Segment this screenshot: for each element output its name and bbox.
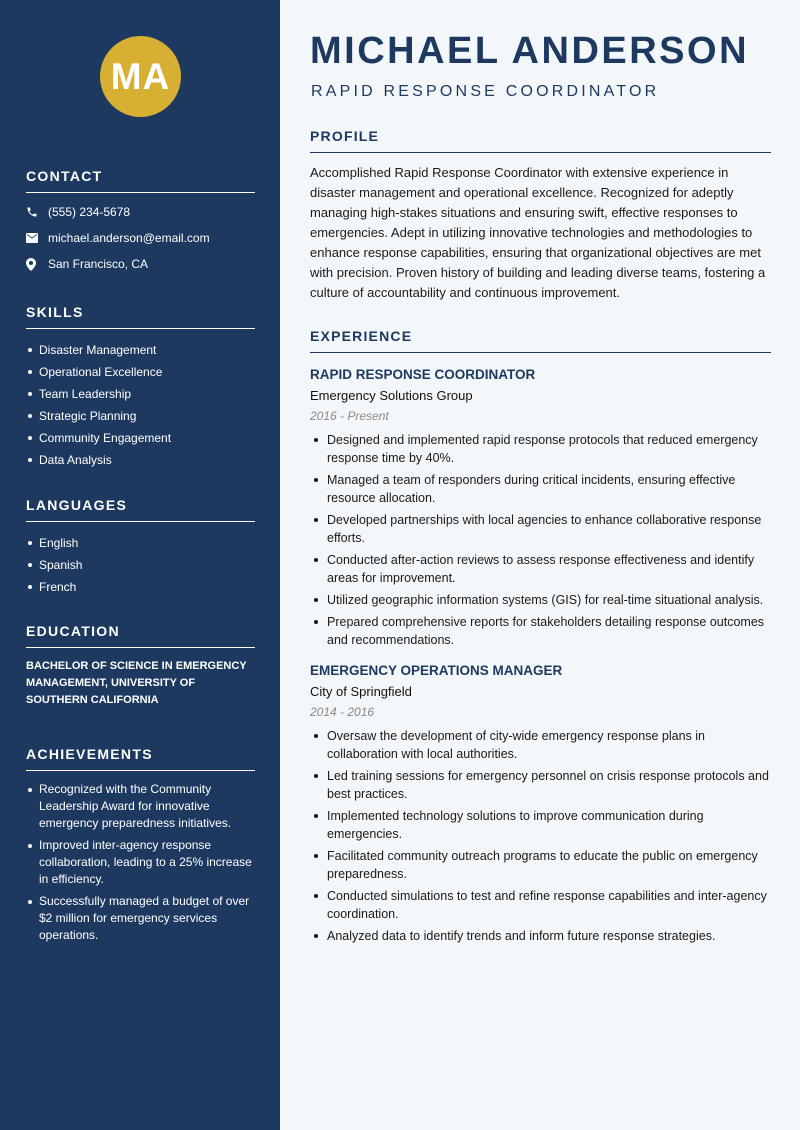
- list-item: Designed and implemented rapid response protocols that reduced emergency response time by 40%.: [310, 431, 771, 467]
- list-item: Utilized geographic information systems (GIS) for real-time situational analysis.: [310, 591, 771, 609]
- education-section: [26, 623, 255, 709]
- list-item: Community Engagement: [26, 427, 255, 449]
- job-entry: [310, 367, 771, 649]
- experience-title: EXPERIENCE: [310, 328, 771, 353]
- location-icon: [26, 258, 48, 271]
- job-bullets: [310, 431, 771, 649]
- list-item: English: [26, 532, 255, 554]
- candidate-role: RAPID RESPONSE COORDINATOR: [311, 83, 660, 100]
- job-company: City of Springfield: [310, 684, 412, 699]
- list-item: Analyzed data to identify trends and inform future response strategies.: [310, 927, 771, 945]
- job-dates: 2014 - 2016: [310, 705, 375, 719]
- job-dates: 2016 - Present: [310, 409, 389, 423]
- list-item: Strategic Planning: [26, 405, 255, 427]
- phone-text[interactable]: (555) 234-5678: [48, 205, 131, 219]
- profile-section: [310, 128, 771, 303]
- education-title: EDUCATION: [26, 623, 255, 648]
- job-bullets: [310, 727, 771, 945]
- list-item: Improved inter-agency response collaboration, leading to a 25% increase in efficiency.: [26, 837, 255, 888]
- languages-title: LANGUAGES: [26, 497, 255, 522]
- skills-title: SKILLS: [26, 304, 255, 329]
- job-company: Emergency Solutions Group: [310, 388, 473, 403]
- list-item: Recognized with the Community Leadership Award for innovative emergency preparedness initiatives.: [26, 781, 255, 832]
- achievements-title: ACHIEVEMENTS: [26, 746, 255, 771]
- list-item: Spanish: [26, 554, 255, 576]
- list-item: Operational Excellence: [26, 361, 255, 383]
- languages-section: [26, 497, 255, 598]
- list-item: Team Leadership: [26, 383, 255, 405]
- achievements-list: [26, 781, 255, 944]
- avatar: MA: [100, 36, 181, 117]
- email-icon: [26, 233, 48, 243]
- list-item: Developed partnerships with local agencies to enhance collaborative response efforts.: [310, 511, 771, 547]
- location-text: San Francisco, CA: [48, 257, 149, 271]
- job-title: EMERGENCY OPERATIONS MANAGER: [310, 663, 563, 678]
- list-item: Oversaw the development of city-wide emergency response plans in collaboration with local authorities.: [310, 727, 771, 763]
- list-item: Disaster Management: [26, 339, 255, 361]
- list-item: Facilitated community outreach programs to educate the public on emergency preparedness.: [310, 847, 771, 883]
- job-entry: [310, 663, 771, 945]
- list-item: French: [26, 576, 255, 598]
- email-text[interactable]: michael.anderson@email.com: [48, 231, 210, 245]
- job-title: RAPID RESPONSE COORDINATOR: [310, 367, 536, 382]
- list-item: Successfully managed a budget of over $2 million for emergency services operations.: [26, 893, 255, 944]
- list-item: Data Analysis: [26, 449, 255, 471]
- contact-title: CONTACT: [26, 168, 255, 193]
- candidate-name: MICHAEL ANDERSON: [310, 30, 750, 72]
- list-item: Led training sessions for emergency personnel on crisis response protocols and best practices.: [310, 767, 771, 803]
- main-content: [280, 0, 800, 1130]
- contact-email: [26, 225, 255, 251]
- list-item: Conducted after-action reviews to assess response effectiveness and identify areas for improvement.: [310, 551, 771, 587]
- profile-text: Accomplished Rapid Response Coordinator with extensive experience in disaster management and operational excellence. Recognized for adeptly managing high-stakes situations and ensuring swift, effective responses to emergencies. Adept in utilizing innovative technologies and methodologies to enhance response capabilities, ensuring that organizational objectives are met with precision. Proven history of building and leading diverse teams, fostering a culture of accountability and continuous improvement.: [310, 165, 766, 300]
- list-item: Implemented technology solutions to improve communication during emergencies.: [310, 807, 771, 843]
- contact-section: [26, 168, 255, 277]
- education-degree: BACHELOR OF SCIENCE IN EMERGENCY MANAGEMENT, UNIVERSITY OF SOUTHERN CALIFORNIA: [26, 660, 247, 706]
- languages-list: [26, 532, 255, 598]
- list-item: Conducted simulations to test and refine response capabilities and inter-agency coordination.: [310, 887, 771, 923]
- skills-section: [26, 304, 255, 471]
- profile-title: PROFILE: [310, 128, 771, 153]
- sidebar: [0, 0, 280, 1130]
- skills-list: [26, 339, 255, 471]
- achievements-section: [26, 746, 255, 949]
- experience-section: [310, 328, 771, 949]
- list-item: Managed a team of responders during critical incidents, ensuring effective resource allocation.: [310, 471, 771, 507]
- list-item: Prepared comprehensive reports for stakeholders detailing response outcomes and recommendations.: [310, 613, 771, 649]
- contact-phone: [26, 199, 255, 225]
- contact-location: [26, 251, 255, 277]
- phone-icon: [26, 206, 48, 218]
